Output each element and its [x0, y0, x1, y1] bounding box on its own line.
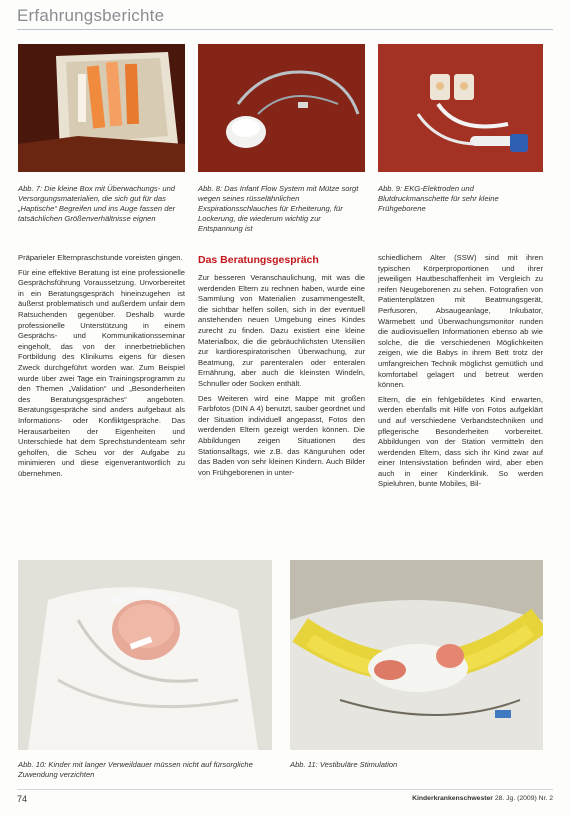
figure-9-photo	[378, 44, 543, 172]
figure-8-caption: Abb. 8: Das Infant Flow System mit Mütze sorgt wegen seines rüsselähnlichen Exspirationsschlauches für Erheiterung, für Lockerung, die wiederum wichtig zur Entspannung ist	[198, 184, 359, 233]
article-column-2	[198, 273, 365, 482]
header-rule	[17, 29, 553, 30]
figure-7-photo	[18, 44, 185, 172]
journal-name: Kinderkrankenschwester	[412, 795, 493, 802]
figure-9-caption: Abb. 9: EKG-Elektroden und Blutdruckmanschette für sehr kleine Frühgeborene	[378, 184, 499, 213]
page-header	[0, 0, 570, 30]
figure-11-caption: Abb. 11: Vestibuläre Stimulation	[290, 760, 398, 769]
article-column-1	[18, 253, 185, 483]
figure-8-photo	[198, 44, 365, 172]
section-heading: Das Beratungsgespräch	[198, 254, 319, 266]
journal-reference	[412, 795, 553, 802]
paragraph: schiedlichem Alter (SSW) sind mit ihren typischen Körperproportionen und ihrer jeweiligen Hautbeschaffenheit im Vergleich zu reifen Neugeborenen zu sehen. Fotografien von Patientenplätzen mit Beatmungsgerät, Perfusoren, Absaugeanlage, Inkubator, Wärmebett und Überwachungsmonitor runden die audiovisuellen Informationen ebenso ab wie solche, die die verschiedenen Möglichkeiten zeigen, wie die Babys in ihrem Bett trotz der umfangreichen Technik möglichst gemütlich und komfortabel gelagert und betreut werden können.	[378, 253, 543, 390]
page-number: 74	[17, 794, 28, 804]
figure-10-photo	[18, 560, 272, 750]
figure-10-caption: Abb. 10: Kinder mit langer Verweildauer müssen nicht auf fürsorgliche Zuwendung verzichten	[18, 760, 253, 779]
journal-issue: 28. Jg. (2009) Nr. 2	[494, 795, 553, 802]
paragraph: Zur besseren Veranschaulichung, mit was die werdenden Eltern zu rechnen haben, wurde eine Sammlung von Materialien zusammengestellt, die sichtbar helfen sollen, sich in der eventuell anstehenden neuen Umgebung eines Kindes zurecht zu finden. Dazu existiert eine kleine Materialbox, die die gebräuchlichsten Utensilien zur kardiorespiratorischen Überwachung, zur Beatmung, zur parenteralen oder enteralen Ernährung, aber auch die kleinsten Windeln, Schnuller oder Socken enthält.	[198, 273, 365, 388]
figure-11-photo	[290, 560, 543, 750]
paragraph: Eltern, die ein fehlgebildetes Kind erwarten, werden ebenfalls mit Hilfe von Fotos aufgeklärt und auf verschiedene Verbandstechniken und pflegerische Besonderheiten vorbereitet. Abbildungen von der Station vermitteln den werdenden Eltern, dass sich ihr Kind zwar auf einer Intensivstation befinden wird, aber eben auch in einer Kinderklinik. So werden Spieluhren, bunte Mobiles, Bil-	[378, 394, 543, 489]
section-title: Erfahrungsberichte	[17, 6, 165, 25]
paragraph: Des Weiteren wird eine Mappe mit großen Farbfotos (DIN A 4) benutzt, sauber geordnet und der Situation individuell angepasst, Fotos den werdenden Eltern gezeigt werden können. Die Abbildungen zeigen Situationen des Stationsalltags, wie z.B. das Känguruhen oder das Baden von sehr kleinen Kindern. Auch Bilder von Frühgeborenen in unter-	[198, 393, 365, 477]
figure-7-caption: Abb. 7: Die kleine Box mit Überwachungs- und Versorgungsmaterialien, die sich gut für das „Haptische“ Begreifen und ins Auge fassen der tatsächlichen Größenverhältnisse eignen	[18, 184, 176, 223]
footer-rule	[17, 789, 553, 790]
paragraph: Präparieler Elternpraschstunde voreisten gingen.	[18, 253, 183, 262]
paragraph: Für eine effektive Beratung ist eine professionelle Gesprächsführung Voraussetzung. Unvorbereitet in ein Beratungsgespräch hineinzugehen ist äußerst problematisch und außerdem unfair dem Ratsuchenden gegenüber. Deshalb wurde professionelle Unterstützung in einem Gesprächs- und Kommunikationsseminar eingeholt, das von der innerbetrieblichen Fortbildung des Klinikums eigens für diesen Zweck durchgeführt worden war. Zum Beispiel wurde über zwei Tage ein Trainingsprogramm zu den Themen „Validation“ und „Besonderheiten des Beratungsgespräches“ angeboten. Beratungsgespräche sind anders aufgebaut als Informations- oder Konfliktgespräche. Das Herausarbeiten der Eigenheiten und Unterschiede hat dem Sprechstundenteam sehr geholfen, die Scheu vor der Aufgabe zu minimieren und diese eigenverantwortlich zu übernehmen.	[18, 267, 185, 478]
article-column-3	[378, 253, 543, 494]
